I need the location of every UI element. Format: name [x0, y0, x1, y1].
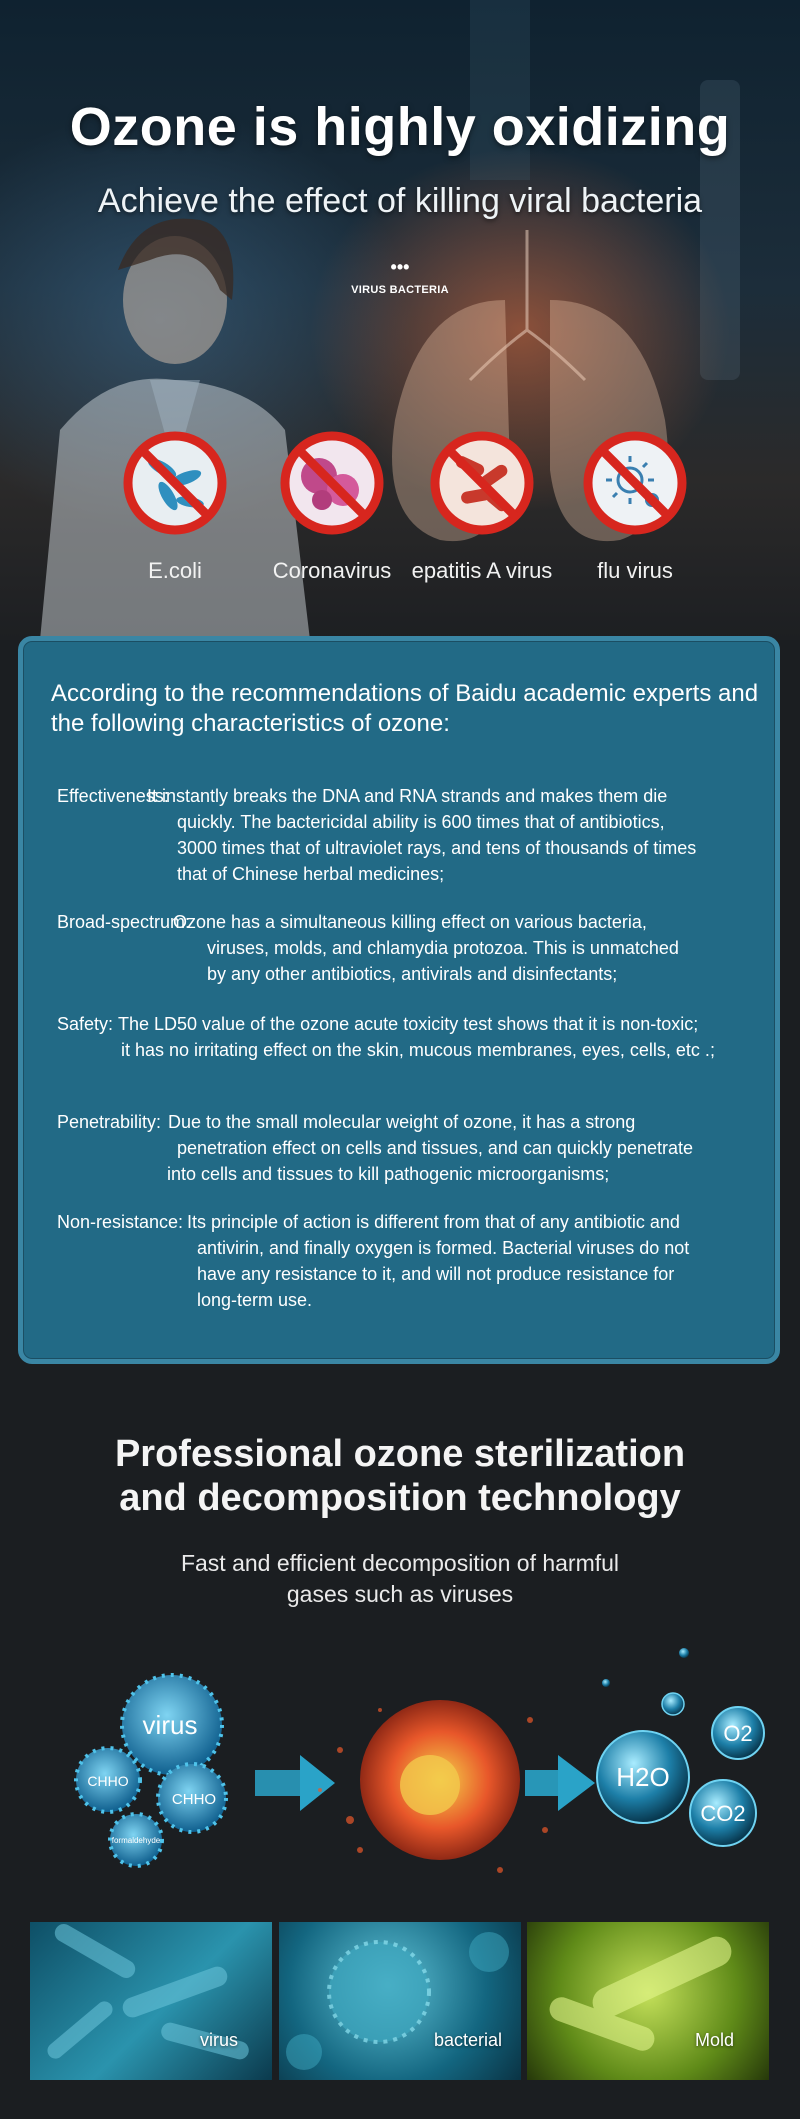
virus-input-label: virus — [142, 1710, 198, 1740]
body-line: that of Chinese herbal medicines; — [177, 864, 445, 884]
characteristic-term: Safety: — [57, 1014, 114, 1034]
tech-subtitle-line: gases such as viruses — [286, 1581, 514, 1607]
body-line: The LD50 value of the ozone acute toxicity test shows that it is non-toxic; — [118, 1014, 699, 1034]
characteristic-term: Non-resistance: — [57, 1212, 184, 1232]
ozone-decomposition-burst — [318, 1700, 548, 1873]
coronavirus-icon — [277, 428, 387, 538]
gallery-label-mold: Mold — [695, 2030, 735, 2050]
pathogen-label-flu: flu virus — [597, 558, 673, 583]
section-label: VIRUS BACTERIA — [351, 284, 449, 296]
tech-subtitle-line: Fast and efficient decomposition of harmful — [180, 1550, 620, 1576]
tech-title-line: Professional ozone sterilization — [114, 1433, 686, 1475]
body-line: Ozone has a simultaneous killing effect on various bacteria, — [173, 912, 647, 932]
pathogen-label-hepatitis: epatitis A virus — [411, 558, 553, 583]
pathogen-label-coronavirus: Coronavirus — [272, 558, 392, 583]
body-line: it has no irritating effect on the skin, mucous membranes, eyes, cells, etc .; — [121, 1040, 715, 1060]
chho-input-label: CHHO — [87, 1773, 129, 1789]
mold-photo — [527, 1922, 769, 2080]
body-line: viruses, molds, and chlamydia protozoa. This is unmatched — [207, 938, 679, 958]
body-line: into cells and tissues to kill pathogenic microorganisms; — [167, 1164, 610, 1184]
characteristic-body — [147, 783, 757, 887]
body-line: Due to the small molecular weight of ozone, it has a strong — [168, 1112, 636, 1132]
body-line: antivirin, and finally oxygen is formed. Bacterial viruses do not — [197, 1238, 690, 1258]
characteristic-body — [118, 1011, 771, 1063]
water-output-label: H2O — [616, 1762, 670, 1792]
mold-texture — [527, 1922, 769, 2080]
flu-virus-icon — [580, 428, 690, 538]
tech-section-title — [0, 1432, 800, 1520]
characteristic-body — [167, 1109, 767, 1187]
body-line: 3000 times that of ultraviolet rays, and tens of thousands of times — [177, 838, 697, 858]
panel-intro: According to the recommendations of Baidu academic experts and the following characteristics of ozone: — [51, 680, 759, 737]
hero-subtitle: Achieve the effect of killing viral bacteria — [97, 182, 703, 220]
characteristic-term: Broad-spectrum: — [57, 912, 191, 932]
hero-title: Ozone is highly oxidizing — [69, 97, 731, 157]
body-line: have any resistance to it, and will not produce resistance for — [197, 1264, 675, 1284]
body-line: penetration effect on cells and tissues, and can quickly penetrate — [177, 1138, 693, 1158]
ecoli-icon — [120, 428, 230, 538]
gallery-label-bacterial: bacterial — [434, 2030, 503, 2050]
virus-texture — [30, 1922, 272, 2080]
tech-title-line: and decomposition technology — [119, 1477, 681, 1519]
characteristic-term: Penetrability: — [57, 1112, 162, 1132]
characteristic-body — [173, 909, 767, 987]
co2-output-label: CO2 — [700, 1801, 746, 1826]
oxygen-output-label: O2 — [723, 1721, 753, 1746]
chho-input-label: CHHO — [171, 1791, 217, 1808]
hepatitis-virus-icon — [427, 428, 537, 538]
ozone-characteristics-panel — [18, 636, 780, 1364]
decomposition-process-diagram — [0, 1620, 800, 1900]
body-line: by any other antibiotics, antivirals and disinfectants; — [207, 964, 618, 984]
gallery-label-virus: virus — [200, 2030, 239, 2050]
formaldehyde-input-label: formaldehyde — [111, 1836, 161, 1845]
body-line: Its principle of action is different from that of any antibiotic and — [187, 1212, 680, 1232]
tech-section-subtitle — [150, 1548, 650, 1610]
body-line: quickly. The bactericidal ability is 600 times that of antibiotics, — [177, 812, 665, 832]
bacterial-photo — [279, 1922, 521, 2080]
body-line: It instantly breaks the DNA and RNA strands and makes them die — [147, 786, 668, 806]
characteristic-term: Effectiveness: — [57, 786, 169, 806]
virus-photo — [30, 1922, 272, 2080]
ellipsis-dots: ••• — [390, 257, 410, 277]
pathogen-label-ecoli: E.coli — [148, 558, 202, 583]
characteristic-body — [187, 1209, 777, 1313]
arrow-right-icon — [525, 1755, 595, 1811]
arrow-right-icon — [255, 1755, 335, 1811]
hero-banner — [0, 0, 800, 640]
body-line: long-term use. — [197, 1290, 313, 1310]
bacterial-texture — [279, 1922, 521, 2080]
